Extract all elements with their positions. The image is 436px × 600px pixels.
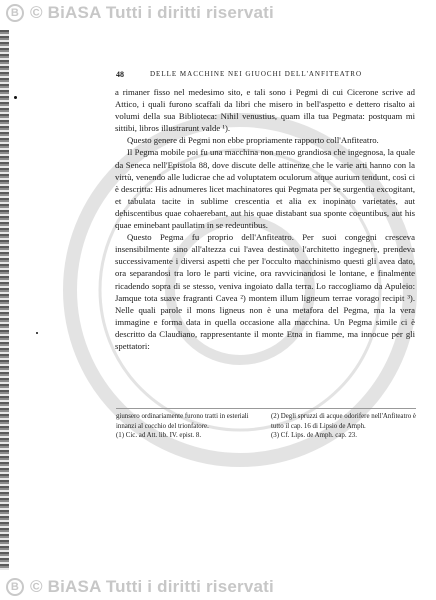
paragraph-2: Questo genere di Pegmi non ebbe propriamente rapporto coll'Anfiteatro. [127,135,379,146]
book-spine-edge [0,30,9,570]
paragraph-3: Il Pegma mobile poi fu una macchina non meno grandiosa che ingegnosa, la quale da Seneca nell'Epistola 88, dove discute delle attinenze che le varie arti hanno con la virtù, venendo alle ludicrae che ad voluptatem oculorum atque aurium tendunt, così ci è descritta: His adnumeres licet machinatores qui Pegmata per se surgentia excogitant, et tabulata tacite in sublime crescentia et alia ex inopinato varietates, aut dehiscentibus quae cohaerebant, aut his quae distabant sua sponte coeuntibus, aut his quae eminebant paullatim in se redeuntibus. [115,147,415,231]
footnotes-left-column [116,412,261,441]
watermark-bottom [0,574,436,600]
running-head: DELLE MACCHINE NEI GIUOCHI DELL'ANFITEATRO [150,70,363,78]
footnotes-right-column [271,412,416,441]
footnotes [116,412,416,441]
ink-speck [14,96,17,99]
footnote-1: (1) Cic. ad Att. lib. IV. epist. 8. [116,432,202,440]
footnote-continuation: giunsero ordinariamente furono tratti in esteriali innanzi al cocchio del trionfatore. [116,413,249,430]
main-text [115,86,415,352]
ink-speck [36,332,38,334]
page-number: 48 [116,70,124,79]
watermark-top [0,0,436,26]
paragraph-4: Questo Pegma fu proprio dell'Anfiteatro. Per suoi congegni cresceva insensibilmente sino all'altezza cui l'avea destinato l'architetto ingegnere, prendeva successivamente i diversi aspetti che per l'occulto macchinismo questi gli avea dato, ora separandosi tra loro le parti vicine, ora ravvicinandosi le lontane, e finalmente ricadendo sopra di se stesso, veniva ingoiato dalla terra. Lo raccogliamo da Apuleio: Jamque tota suave fragranti Cavea ²) montem illum ligneum terrae vorago recipit ³). Nelle quali parole il mons ligneus non è una metafora del Pegma, ma la vera immagine e forma data in quella occasione alla macchina. Un Pegma simile ci è descritto da Claudiano, rappresentante il monte Etna in fiamme, ma innocue per gli spettatori: [115,232,415,351]
biasa-logo-icon: B [6,578,24,596]
paragraph-1: a rimaner fisso nel medesimo sito, e tali sono i Pegmi di cui Cicerone scrive ad Attico, i quali furono scaffali da libri che misero in bell'aspetto e dettero risalto ai volumi della sua Biblioteca: Nihil venustius, quam illa tua Pegmata: postquam mi sittibi, libros illustrarunt valde ¹). [115,87,415,134]
footnote-3: (3) Cf. Lips. de Amph. cap. 23. [271,432,357,440]
watermark-text: © BiASA Tutti i diritti riservati [30,577,274,596]
footnote-2: (2) Degli spruzzi di acque odorifere nell'Anfiteatro è tutto il cap. 16 di Lipsio de Amph. [271,413,416,430]
footnote-divider [116,408,416,409]
watermark-text: © BiASA Tutti i diritti riservati [30,3,274,22]
biasa-logo-icon: B [6,4,24,22]
